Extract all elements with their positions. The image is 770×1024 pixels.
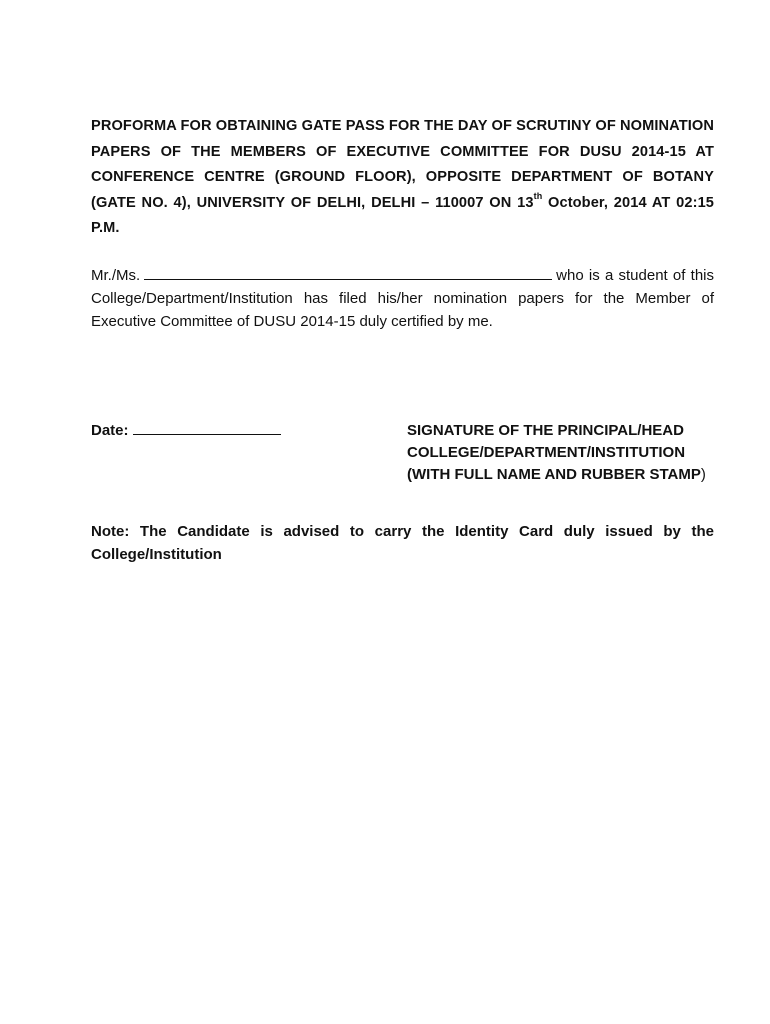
signature-section: [407, 420, 727, 486]
signature-line-3-text: (WITH FULL NAME AND RUBBER STAMP: [407, 466, 701, 483]
heading-ordinal-suffix: th: [533, 190, 543, 201]
certificate-text: who is a student of this College/Department/Institution has filed his/her nomination papers for the Member of Executive Committee of DUSU 2014-15 duly certified by me.: [91, 267, 714, 330]
certificate-paragraph: [91, 264, 714, 333]
date-label: Date:: [91, 422, 129, 439]
signature-line-1: SIGNATURE OF THE PRINCIPAL/HEAD: [407, 422, 684, 439]
signature-line-3-close: ): [700, 466, 706, 483]
student-name-blank[interactable]: [144, 278, 552, 280]
salutation-label: Mr./Ms.: [91, 267, 141, 284]
form-heading: [91, 114, 714, 242]
signature-line-3: [407, 464, 727, 486]
heading-text-part1: PROFORMA FOR OBTAINING GATE PASS FOR THE DAY OF SCRUTINY OF NOMINATION PAPERS OF THE MEMBERS OF EXECUTIVE COMMITTEE FOR DUSU 2014-15 AT CONFERENCE CENTRE (GROUND FLOOR), OPPOSITE DEPARTMENT OF BOTANY (GATE NO. 4), UNIVERSITY OF DELHI, DELHI – 110007 ON 13: [91, 118, 714, 211]
candidate-note: Note: The Candidate is advised to carry the Identity Card duly issued by the College/Institution: [91, 523, 714, 563]
heading-text-part2: October, 2014 AT 02:15 P.M.: [91, 194, 715, 236]
signature-line-2: COLLEGE/DEPARTMENT/INSTITUTION: [407, 444, 686, 461]
date-blank[interactable]: [133, 433, 281, 435]
date-section: [91, 420, 281, 442]
